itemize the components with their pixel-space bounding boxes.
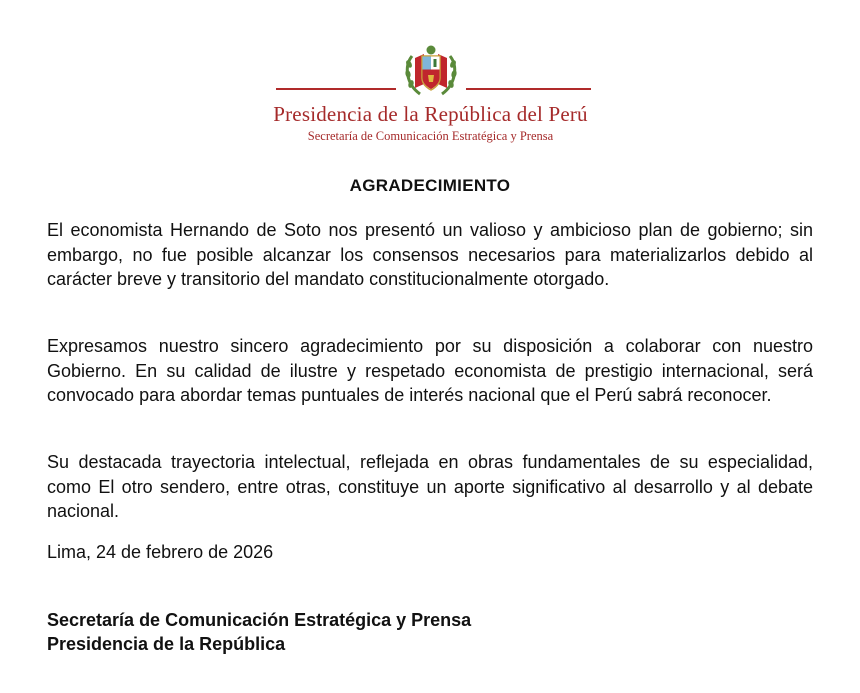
letterhead-rule-right — [466, 88, 591, 90]
document-title: AGRADECIMIENTO — [349, 176, 511, 195]
department-name: Secretaría de Comunicación Estratégica y Prensa — [307, 129, 554, 143]
signature-line-2: Presidencia de la República — [47, 634, 286, 654]
paragraph-2: Expresamos nuestro sincero agradecimiento por su disposición a colaborar con nuestro Gobierno. En su calidad de ilustre y respetado economista de prestigio internacional, será convocado para abordar temas puntuales de interés nacional que el Perú sabrá reconocer. — [47, 336, 813, 406]
paragraph-3: Su destacada trayectoria intelectual, reflejada en obras fundamentales de su especialidad, como El otro sendero, entre otras, constituye un aporte significativo al desarrollo y al debate nacional. — [47, 452, 813, 522]
paragraph-1: El economista Hernando de Soto nos presentó un valioso y ambicioso plan de gobierno; sin embargo, no fue posible alcanzar los consensos necesarios para materializarlos debido al carácter breve y transitorio del mandato constitucionalmente otorgado. — [47, 220, 813, 290]
letterhead — [258, 40, 603, 148]
signature-line-1: Secretaría de Comunicación Estratégica y Prensa — [47, 610, 472, 630]
institution-name: Presidencia de la República del Perú — [273, 102, 588, 126]
date-line: Lima, 24 de febrero de 2026 — [47, 542, 274, 562]
coat-of-arms-icon — [398, 44, 464, 102]
letterhead-rule-left — [276, 88, 396, 90]
